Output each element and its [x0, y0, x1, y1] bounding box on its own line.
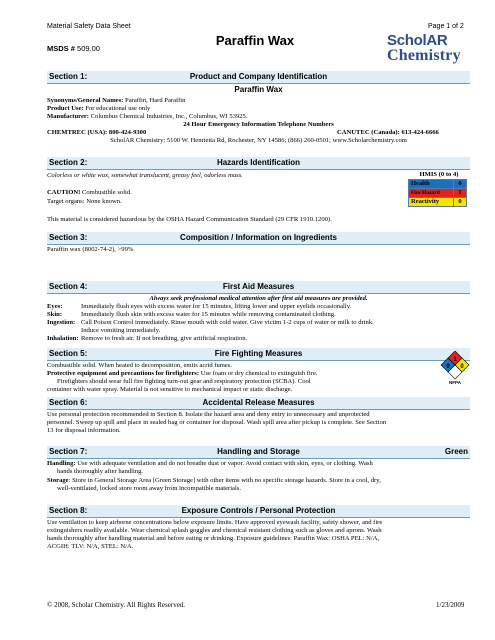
- hmis-row-fire: [409, 189, 467, 198]
- nfpa-diamond-icon: [440, 350, 470, 382]
- document-type: Material Safety Data Sheet: [47, 23, 131, 30]
- page-number: Page 1 of 2: [428, 23, 464, 30]
- exposure-line-1: Use ventilation to keep airborne concentrations below exposure limits. Have approved eyewash facility, safety shower, and fire: [47, 519, 383, 526]
- company-address: ScholAR Chemistry; 5100 W. Henrietta Rd, Rochester, NY 14586; (866) 260-0501; www.Scholarchemistry.com: [110, 137, 407, 144]
- section-number: Section 8:: [49, 506, 88, 515]
- page-title: Paraffin Wax: [215, 33, 295, 48]
- section-number: Section 6:: [49, 398, 88, 407]
- section-6-header: [47, 397, 470, 410]
- section-number: Section 1:: [49, 72, 88, 81]
- section-title: Accidental Release Measures: [202, 398, 315, 407]
- manufacturer-line: Manufacturer: Columbus Chemical Industries, Inc., Columbus, WI 53925.: [47, 113, 248, 120]
- storage-text: Storage: Store in General Storage Area [Green Storage] with other items with no specific storage hazards. Store in a cool, dry,: [47, 477, 381, 484]
- exposure-line-2: extinguishers readily available. Wear chemical splash goggles and chemical resistant clothing such as gloves and aprons. Wash: [47, 527, 382, 534]
- section-1-header: [47, 71, 470, 84]
- section-2-header: [47, 157, 470, 170]
- storage-text-cont: well-ventilated, locked store room away from incompatible materials.: [57, 485, 242, 492]
- hmis-value: 1: [454, 189, 467, 198]
- section-title: Hazards Identification: [216, 158, 301, 167]
- nfpa-health-value: 0: [446, 364, 450, 370]
- fire-hazard-text: Combustible solid. When heated to decomposition, emits acrid fumes.: [47, 362, 233, 369]
- section-number: Section 7:: [49, 447, 88, 456]
- section-number: Section 3:: [49, 233, 88, 242]
- chemtrec-number: CHEMTREC (USA): 800-424-9300: [47, 129, 147, 136]
- hmis-row-health: [409, 180, 467, 189]
- hmis-label: Fire Hazard: [409, 189, 454, 198]
- container-cooling-text: container with water spray. Material is not sensitive to mechanical impact or static discharge.: [47, 386, 293, 393]
- logo-text-chemistry: Chemistry: [387, 47, 461, 64]
- msds-value: 509.00: [77, 44, 100, 53]
- nfpa-label: NFPA: [449, 380, 461, 385]
- caution-text: CAUTION! Combustible solid.: [47, 189, 132, 196]
- logo-text-scholar: ScholAR: [387, 32, 448, 49]
- handling-text: Handling: Use with adequate ventilation and do not breathe dust or vapor. Avoid contact with skin, eyes, or clothing. Wash: [47, 460, 373, 467]
- firefighter-equipment-text: Protective equipment and precautions for firefighters: Use foam or dry chemical to extinguish fire.: [47, 370, 318, 377]
- section-7-header: [47, 446, 470, 459]
- section-4-header: [47, 281, 470, 294]
- section-number: Section 4:: [49, 282, 88, 291]
- msds-label: MSDS #: [47, 44, 75, 53]
- hmis-label: Health: [409, 180, 454, 189]
- hmis-label: Reactivity: [409, 198, 454, 207]
- section-5-header: [47, 348, 470, 361]
- storage-color-code: Green: [444, 447, 468, 456]
- section-title: Exposure Controls / Personal Protection: [181, 506, 336, 515]
- nfpa-fire-value: 1: [453, 357, 457, 363]
- release-line-3: 13 for disposal information.: [47, 427, 121, 434]
- exposure-line-3: hands thoroughly after handling material and before eating or drinking. Exposure guidelines: Paraffin Wax: OSHA PEL: N/A,: [47, 535, 380, 542]
- section-number: Section 2:: [49, 158, 88, 167]
- nfpa-reactivity-value: 0: [460, 364, 464, 370]
- hmis-row-reactivity: [409, 198, 467, 207]
- footer-copyright: © 2008, Scholar Chemistry. All Rights Reserved.: [47, 601, 186, 609]
- product-name: Paraffin Wax: [234, 85, 283, 94]
- section-number: Section 5:: [49, 349, 88, 358]
- target-organs-text: Target organs: None known.: [47, 198, 122, 205]
- handling-text-cont: hands thoroughly after handling.: [57, 468, 144, 475]
- section-3-header: [47, 232, 470, 245]
- composition-text: Paraffin wax (8002-74-2), >99%: [47, 246, 134, 253]
- section-title: Composition / Information on Ingredients: [180, 233, 337, 242]
- exposure-line-4: ACGIH: TLV: N/A, STEL: N/A.: [47, 543, 134, 550]
- release-line-2: personnel. Sweep up spill and place in sealed bag or container for disposal. Wash spill area after pickup is complete. See Section: [47, 419, 387, 426]
- scholar-chemistry-logo: [385, 34, 475, 66]
- section-title: Fire Fighting Measures: [214, 349, 303, 358]
- hmis-table: [408, 179, 467, 207]
- footer-date: 1/23/2009: [436, 601, 465, 609]
- section-8-header: [47, 505, 470, 518]
- synonyms-line: Synonyms/General Names: Paraffin, Hard Paraffin: [47, 97, 186, 104]
- release-line-1: Use personal protection recommended in Section 8. Isolate the hazard area and deny entry to unnecessary and unprotected: [47, 411, 370, 418]
- emergency-heading: 24 Hour Emergency Information Telephone Numbers: [183, 121, 334, 128]
- hmis-value: 0: [454, 198, 467, 207]
- first-aid-intro: Always seek professional medical attention after first aid measures are provided.: [149, 295, 368, 302]
- nfpa-diamond: [440, 350, 470, 388]
- appearance-text: Colorless or white wax, somewhat translucent, greasy feel, odorless mass.: [47, 172, 243, 179]
- hmis-value: 0: [454, 180, 467, 189]
- hmis-rating: [408, 171, 470, 207]
- msds-number: [47, 44, 100, 53]
- firefighter-gear-text: Firefighters should wear full fire fighting turn-out gear and respiratory protection (SCBA). Cool: [57, 378, 311, 385]
- section-title: Handling and Storage: [217, 447, 300, 456]
- product-use-line: Product Use: For educational use only: [47, 105, 151, 112]
- osha-statement: This material is considered hazardous by the OSHA Hazard Communication Standard (29 CFR 1910.1200).: [47, 216, 332, 223]
- section-title: First Aid Measures: [222, 282, 295, 291]
- section-title: Product and Company Identification: [189, 72, 328, 81]
- hmis-title: HMIS (0 to 4): [419, 171, 459, 178]
- canutec-number: CANUTEC (Canada): 613-424-6666: [337, 129, 439, 136]
